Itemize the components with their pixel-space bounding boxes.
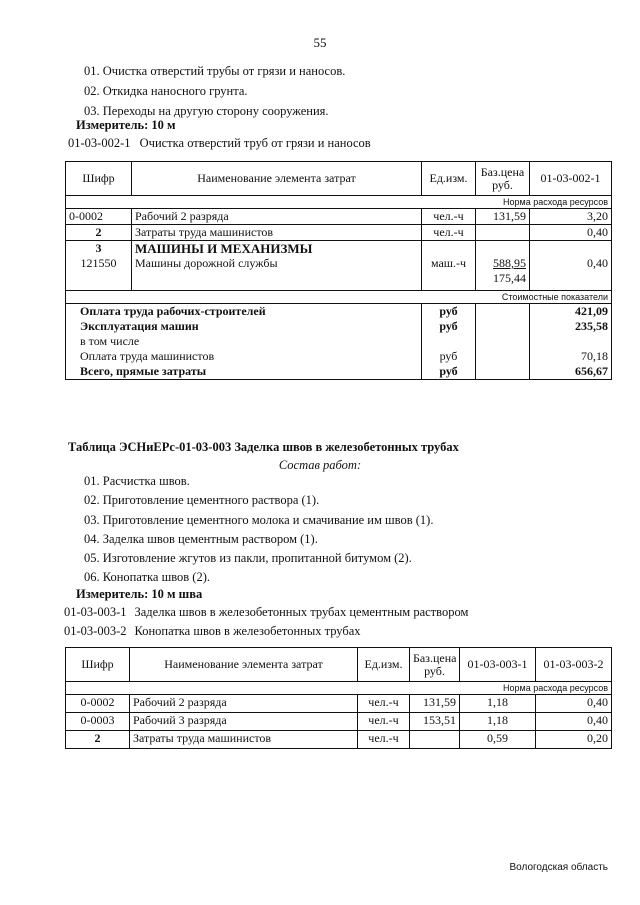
header-unit: Ед.изм. bbox=[358, 648, 410, 682]
cost-unit: руб bbox=[422, 304, 476, 320]
table-row bbox=[66, 225, 612, 241]
code-text: Очистка отверстий труб от грязи и наносов bbox=[139, 136, 371, 150]
t1-works bbox=[84, 61, 345, 121]
table-header bbox=[66, 162, 612, 196]
header-col1: 01-03-002-1 bbox=[530, 162, 612, 196]
cost-name: Эксплуатация машин bbox=[66, 319, 422, 334]
row-value-1: 1,18 bbox=[460, 713, 536, 731]
code-line bbox=[64, 622, 468, 641]
cost-row bbox=[66, 304, 612, 320]
cost-empty bbox=[476, 334, 530, 349]
t1-code-line bbox=[68, 136, 371, 151]
norm-label: Норма расхода ресурсов bbox=[66, 196, 612, 209]
price-top: 588,95 bbox=[493, 256, 526, 270]
cost-row bbox=[66, 349, 612, 364]
work-item: 04. Заделка швов цементным раствором (1). bbox=[84, 531, 318, 546]
row-value-2: 0,20 bbox=[536, 731, 612, 749]
row-unit: чел.-ч bbox=[358, 713, 410, 731]
cost-row bbox=[66, 319, 612, 334]
cost-label-row bbox=[66, 291, 612, 304]
row-code: 2 bbox=[66, 731, 130, 749]
code: 01-03-003-1 bbox=[64, 605, 127, 619]
row-unit: маш.-ч bbox=[422, 241, 476, 291]
row-value-2: 0,40 bbox=[536, 713, 612, 731]
cost-value: 656,67 bbox=[530, 364, 612, 380]
row-code: 0-0002 bbox=[66, 209, 132, 225]
table-row bbox=[66, 209, 612, 225]
table-row bbox=[66, 241, 612, 291]
t1-table bbox=[65, 161, 612, 380]
row-value-1: 0,59 bbox=[460, 731, 536, 749]
header-code: Шифр bbox=[66, 162, 132, 196]
t2-table bbox=[65, 647, 612, 749]
cost-empty bbox=[476, 364, 530, 380]
code-text: Конопатка швов в железобетонных трубах bbox=[134, 624, 361, 638]
table-row bbox=[66, 713, 612, 731]
row-name: Рабочий 3 разряда bbox=[130, 713, 358, 731]
row-unit: чел.-ч bbox=[358, 695, 410, 713]
page-number: 55 bbox=[313, 35, 327, 50]
row-price: 131,59 bbox=[410, 695, 460, 713]
cost-value: 70,18 bbox=[530, 349, 612, 364]
cost-empty bbox=[476, 349, 530, 364]
header-name: Наименование элемента затрат bbox=[132, 162, 422, 196]
row-value-1: 1,18 bbox=[460, 695, 536, 713]
norm-label: Норма расхода ресурсов bbox=[66, 682, 612, 695]
cost-name: в том числе bbox=[66, 334, 422, 349]
row-value-2: 0,40 bbox=[536, 695, 612, 713]
cost-row bbox=[66, 334, 612, 349]
code: 01-03-003-2 bbox=[64, 624, 127, 638]
work-item: 06. Конопатка швов (2). bbox=[84, 570, 211, 585]
section-code: 3 bbox=[95, 241, 102, 255]
work-item: 02. Приготовление цементного раствора (1). bbox=[84, 493, 320, 508]
row-name: Рабочий 2 разряда bbox=[132, 209, 422, 225]
row-unit: чел.-ч bbox=[422, 225, 476, 241]
cost-unit: руб bbox=[422, 349, 476, 364]
row-name: Рабочий 2 разряда bbox=[130, 695, 358, 713]
t2-subtitle: Состав работ: bbox=[278, 458, 362, 472]
header-code: Шифр bbox=[66, 648, 130, 682]
row-code bbox=[66, 241, 132, 291]
machine-name: Машины дорожной службы bbox=[135, 256, 278, 270]
table-row bbox=[66, 731, 612, 749]
code-text: Заделка швов в железобетонных трубах цементным раствором bbox=[134, 605, 469, 619]
header-col1: 01-03-003-1 bbox=[460, 648, 536, 682]
cost-value: 421,09 bbox=[530, 304, 612, 320]
cost-name: Оплата труда рабочих-строителей bbox=[66, 304, 422, 320]
machine-code: 121550 bbox=[80, 256, 117, 270]
row-code: 2 bbox=[66, 225, 132, 241]
work-item: 02. Откидка наносного грунта. bbox=[84, 84, 248, 98]
row-code: 0-0003 bbox=[66, 713, 130, 731]
cost-unit bbox=[422, 334, 476, 349]
footer-region: Вологодская область bbox=[509, 862, 608, 873]
code: 01-03-002-1 bbox=[68, 136, 131, 150]
row-unit: чел.-ч bbox=[358, 731, 410, 749]
price-bottom: 175,44 bbox=[493, 271, 526, 285]
work-item: 05. Изготовление жгутов из пакли, пропитанной битумом (2). bbox=[84, 551, 412, 566]
row-price bbox=[410, 731, 460, 749]
header-unit: Ед.изм. bbox=[422, 162, 476, 196]
table-header bbox=[66, 648, 612, 682]
header-col2: 01-03-003-2 bbox=[536, 648, 612, 682]
section-title: МАШИНЫ И МЕХАНИЗМЫ bbox=[135, 241, 313, 256]
row-name: Затраты труда машинистов bbox=[130, 731, 358, 749]
row-code: 0-0002 bbox=[66, 695, 130, 713]
table-row bbox=[66, 695, 612, 713]
work-item: 01. Расчистка швов. bbox=[84, 474, 190, 488]
cost-name: Оплата труда машинистов bbox=[66, 349, 422, 364]
header-name: Наименование элемента затрат bbox=[130, 648, 358, 682]
row-value: 0,40 bbox=[530, 225, 612, 241]
t2-code-lines bbox=[64, 603, 468, 641]
row-name: Затраты труда машинистов bbox=[132, 225, 422, 241]
work-item: 03. Переходы на другую сторону сооружения. bbox=[84, 104, 329, 118]
row-price: 131,59 bbox=[476, 209, 530, 225]
row-value: 3,20 bbox=[530, 209, 612, 225]
cost-value: 235,58 bbox=[530, 319, 612, 334]
t2-works bbox=[84, 472, 433, 588]
header-price: Баз.цена руб. bbox=[410, 648, 460, 682]
row-name bbox=[132, 241, 422, 291]
cost-row bbox=[66, 364, 612, 380]
cost-label: Стоимостные показатели bbox=[66, 291, 612, 304]
row-price: 153,51 bbox=[410, 713, 460, 731]
header-price: Баз.цена руб. bbox=[476, 162, 530, 196]
cost-empty bbox=[476, 319, 530, 334]
norm-row bbox=[66, 682, 612, 695]
t2-meter: Измеритель: 10 м шва bbox=[76, 587, 203, 601]
row-value: 0,40 bbox=[530, 241, 612, 291]
row-price bbox=[476, 241, 530, 291]
cost-unit: руб bbox=[422, 319, 476, 334]
row-price bbox=[476, 225, 530, 241]
code-line bbox=[64, 603, 468, 622]
cost-name: Всего, прямые затраты bbox=[66, 364, 422, 380]
row-unit: чел.-ч bbox=[422, 209, 476, 225]
t1-meter: Измеритель: 10 м bbox=[76, 118, 176, 132]
cost-value bbox=[530, 334, 612, 349]
work-item: 01. Очистка отверстий трубы от грязи и наносов. bbox=[84, 64, 346, 78]
t2-title: Таблица ЭСНиЕРс-01-03-003 Заделка швов в железобетонных трубах bbox=[68, 440, 459, 454]
cost-unit: руб bbox=[422, 364, 476, 380]
cost-empty bbox=[476, 304, 530, 320]
norm-row bbox=[66, 196, 612, 209]
work-item: 03. Приготовление цементного молока и смачивание им швов (1). bbox=[84, 512, 434, 527]
